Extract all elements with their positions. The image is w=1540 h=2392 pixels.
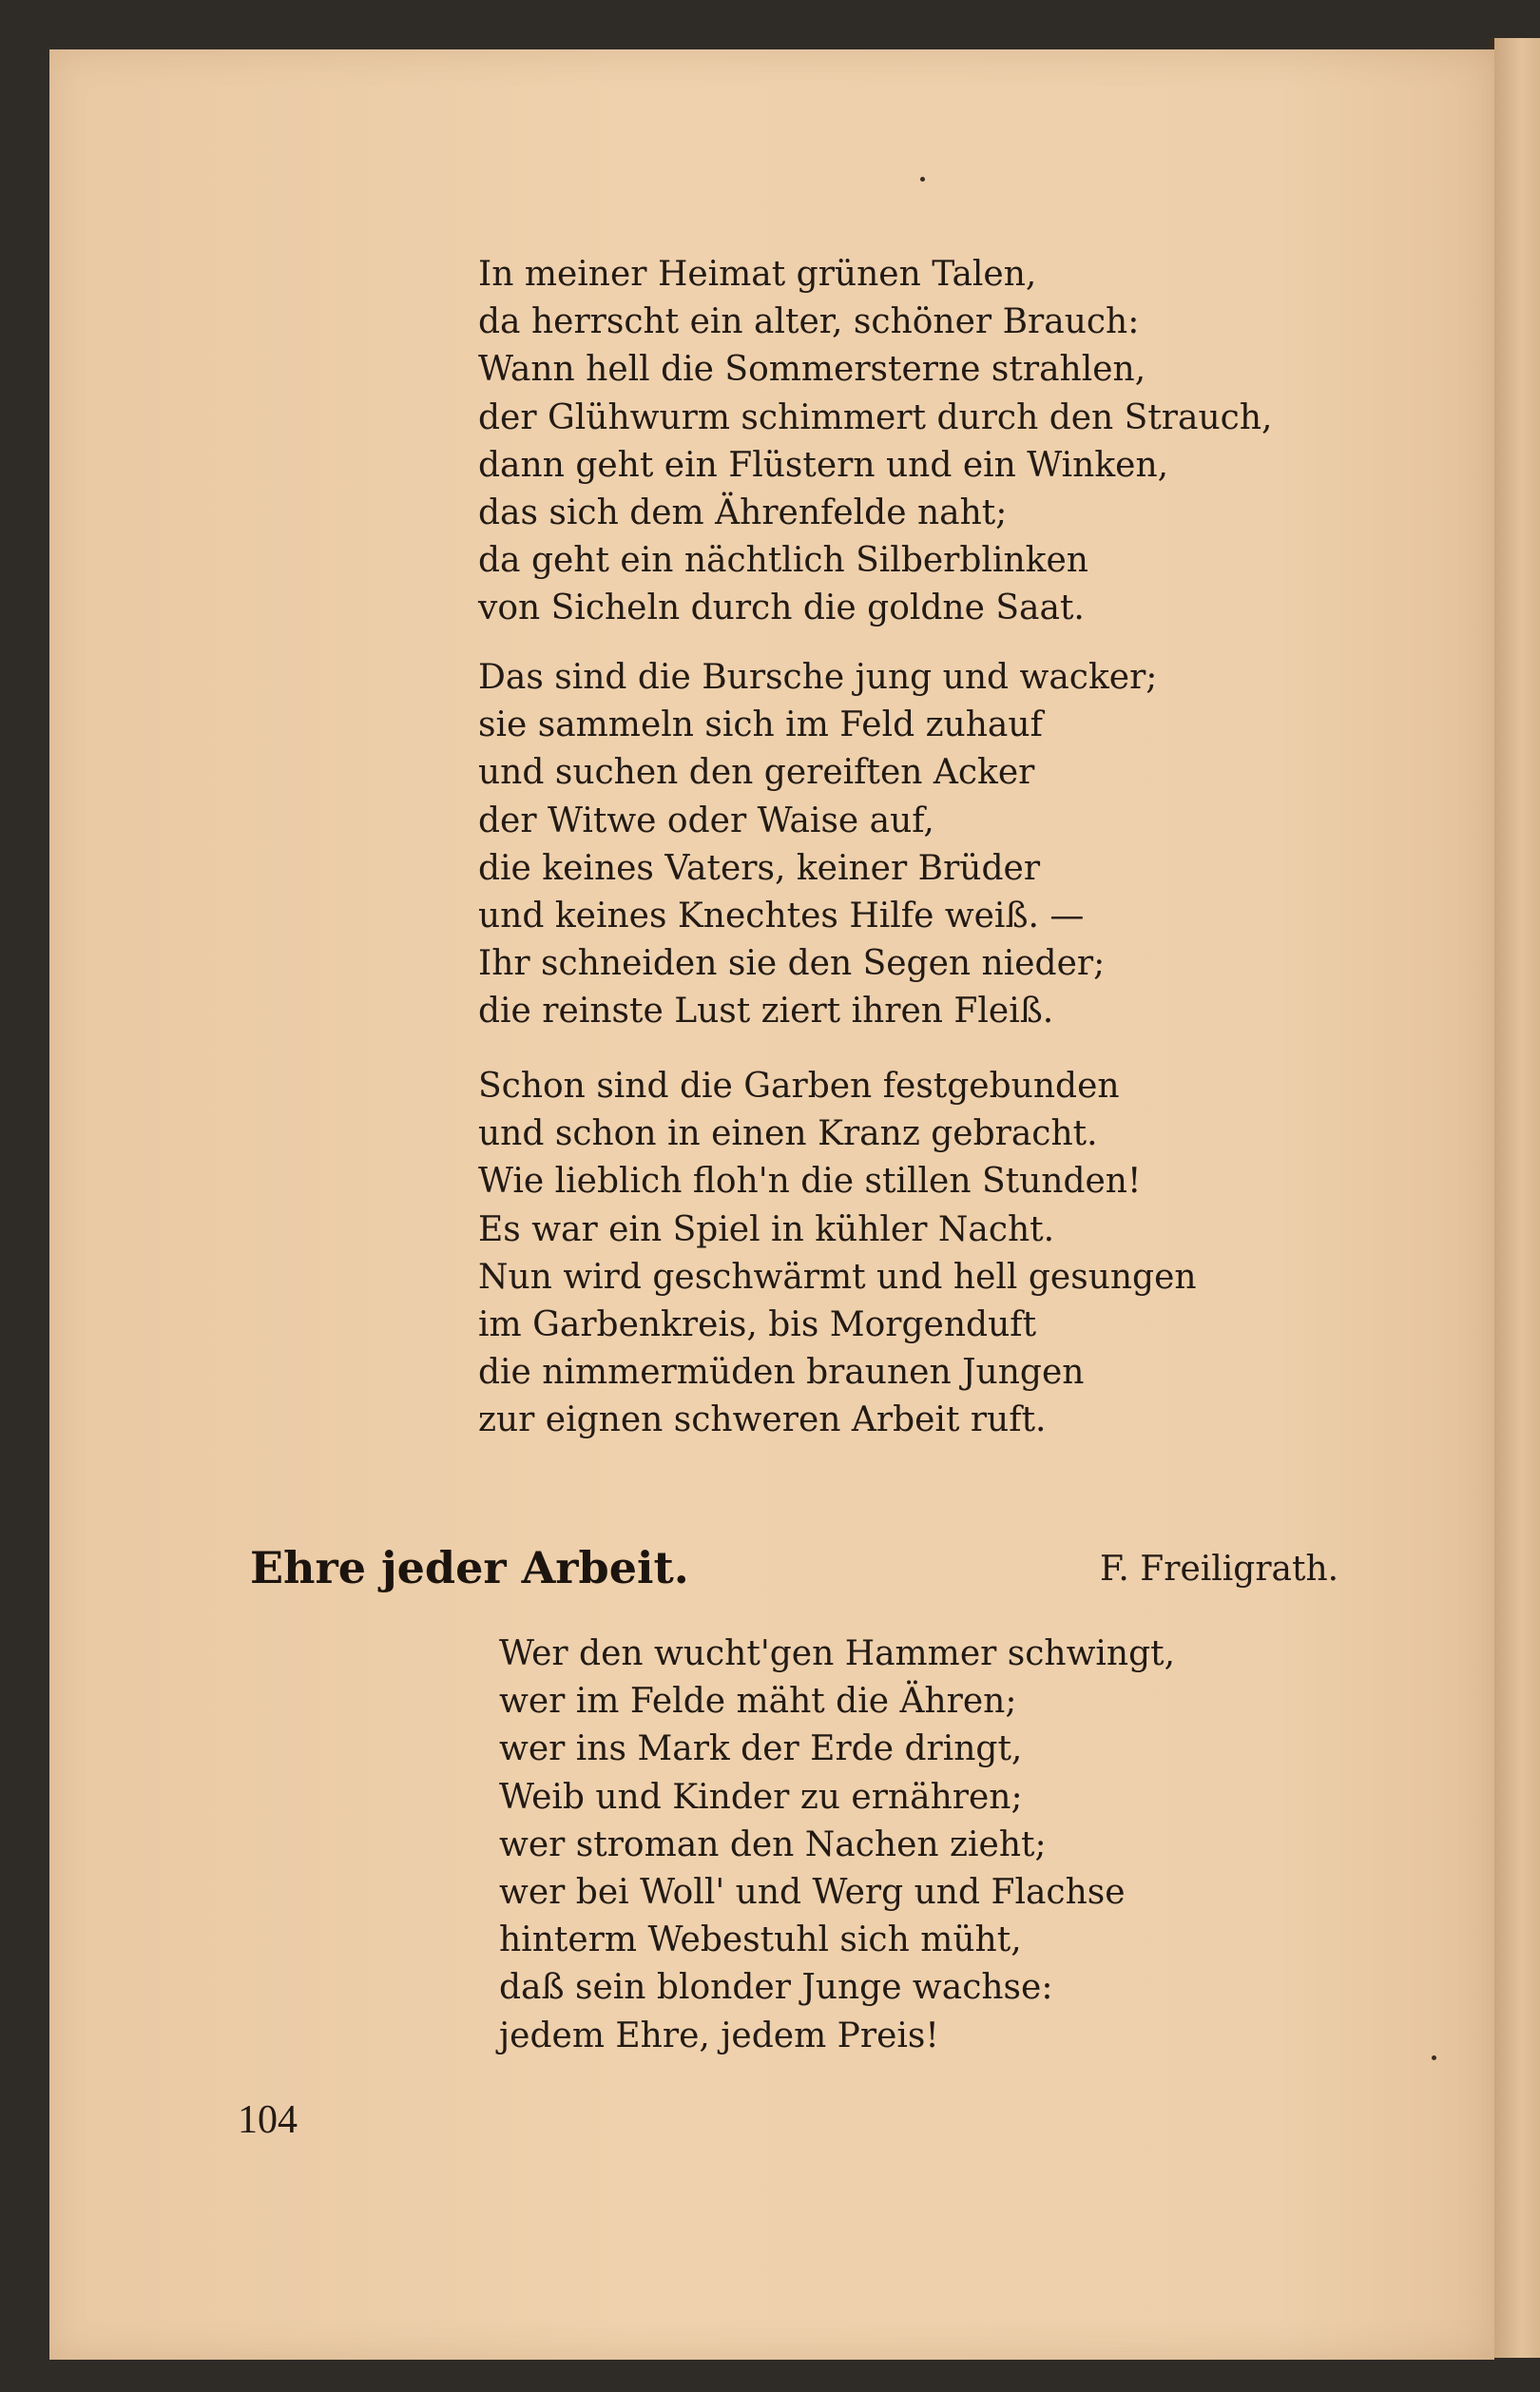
poem-line: Das sind die Bursche jung und wacker; [478,658,1158,697]
poem-line: Schon sind die Garben festgebunden [478,1067,1120,1106]
poem-line: sie sammeln sich im Feld zuhauf [478,705,1043,745]
poem-line: jedem Ehre, jedem Preis! [499,2016,939,2055]
stanza-3 [478,1063,1197,1445]
poem-line: zur eignen schweren Arbeit ruft. [478,1400,1047,1440]
poem-line: von Sicheln durch die goldne Saat. [478,588,1085,628]
page-number: 104 [238,2098,298,2142]
poem-line: wer bei Woll' und Werg und Flachse [499,1873,1126,1913]
poem-line: da geht ein nächtlich Silberblinken [478,541,1088,581]
poem-line: der Glühwurm schimmert durch den Strauch, [478,397,1273,437]
poem-line: Es war ein Spiel in kühler Nacht. [478,1209,1055,1249]
next-page-edge [1494,38,1540,2358]
poem-line: die keines Vaters, keiner Brüder [478,848,1041,888]
poem-line: Ihr schneiden sie den Segen nieder; [478,944,1106,984]
poem-line: und keines Knechtes Hilfe weiß. — [478,897,1085,936]
poem-author: F. Freiligrath. [1100,1550,1339,1589]
poem-line: die nimmermüden braunen Jungen [478,1353,1085,1393]
poem-line: Weib und Kinder zu ernähren; [499,1777,1023,1817]
poem-line: der Witwe oder Waise auf, [478,801,934,840]
poem-line: das sich dem Ährenfelde naht; [478,493,1008,533]
second-poem-stanza [499,1630,1175,2060]
poem-line: und suchen den gereiften Acker [478,753,1035,793]
poem-line: hinterm Webestuhl sich müht, [499,1920,1022,1960]
paper-speck [1432,2055,1436,2060]
poem-line: wer stroman den Nachen zieht; [499,1824,1047,1864]
poem-line: Wer den wucht'gen Hammer schwingt, [499,1634,1176,1673]
poem-title: Ehre jeder Arbeit. [250,1542,689,1593]
poem-line: dann geht ein Flüstern und ein Winken, [478,445,1169,485]
paper-speck [920,177,925,182]
poem-line: wer ins Mark der Erde dringt, [499,1729,1023,1769]
poem-line: Wie lieblich floh'n die stillen Stunden! [478,1162,1142,1202]
poem-line: In meiner Heimat grünen Talen, [478,255,1037,294]
poem-line: die reinste Lust ziert ihren Fleiß. [478,992,1054,1032]
poem-line: Wann hell die Sommersterne strahlen, [478,350,1146,390]
stanza-1 [478,251,1272,633]
poem-line: Nun wird geschwärmt und hell gesungen [478,1257,1197,1297]
stanza-2 [478,654,1157,1036]
poem-line: im Garbenkreis, bis Morgenduft [478,1305,1037,1345]
poem-line: und schon in einen Kranz gebracht. [478,1114,1098,1154]
poem-line: wer im Felde mäht die Ähren; [499,1682,1017,1722]
poem-line: da herrscht ein alter, schöner Brauch: [478,302,1140,342]
poem-line: daß sein blonder Junge wachse: [499,1968,1053,2008]
